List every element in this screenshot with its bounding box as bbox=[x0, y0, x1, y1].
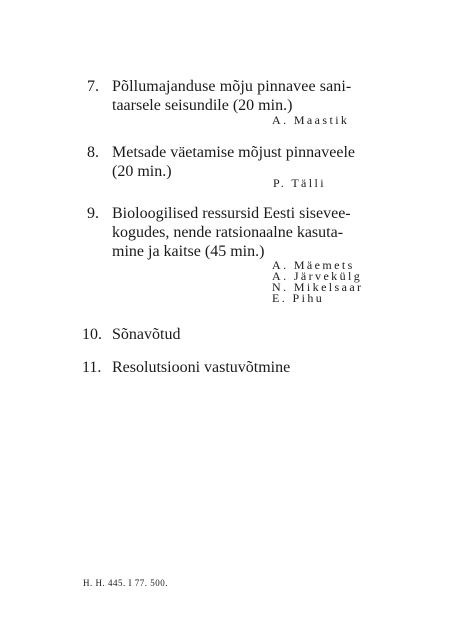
item-title-line: Põllumajanduse mõju pinnavee sani- bbox=[112, 78, 352, 95]
item-title-line: mine ja kaitse (45 min.) bbox=[112, 243, 265, 260]
presenter-name: P. Tälli bbox=[273, 176, 326, 190]
presenter-name: A. Järvekülg bbox=[272, 269, 363, 283]
item-title bbox=[112, 358, 397, 377]
presenter-name: A. Maastik bbox=[272, 113, 350, 127]
item-number: 8. bbox=[87, 144, 99, 161]
item-title-line: Metsade väetamise mõjust pinnaveele bbox=[112, 144, 356, 161]
item-title bbox=[112, 143, 397, 181]
item-title-line: Resolutsiooni vastuvõtmine bbox=[112, 359, 291, 376]
item-title-line: Sõnavõtud bbox=[112, 326, 181, 343]
item-title-line: taarsele seisundile (20 min.) bbox=[112, 97, 293, 114]
item-number: 10. bbox=[82, 326, 102, 343]
item-title bbox=[112, 204, 397, 261]
item-number: 9. bbox=[87, 205, 99, 222]
presenter-name: A. Mäemets bbox=[272, 258, 355, 272]
item-7-presenters bbox=[272, 115, 349, 126]
printer-imprint: H. H. 445. I 77. 500. bbox=[83, 578, 168, 588]
item-title-line: (20 min.) bbox=[112, 163, 172, 180]
item-number: 11. bbox=[82, 359, 102, 376]
item-number: 7. bbox=[87, 78, 99, 95]
presenter-name: N. Mikelsaar bbox=[272, 280, 364, 294]
item-title bbox=[112, 325, 397, 344]
item-title-line: Bioloogilised ressursid Eesti sisevee- bbox=[112, 205, 351, 222]
item-8-presenters bbox=[273, 178, 326, 189]
item-title bbox=[112, 77, 397, 115]
item-title-line: kogudes, nende ratsionaalne kasuta- bbox=[112, 224, 344, 241]
presenter-name: E. Pihu bbox=[272, 291, 325, 305]
item-9-presenters bbox=[272, 260, 363, 304]
